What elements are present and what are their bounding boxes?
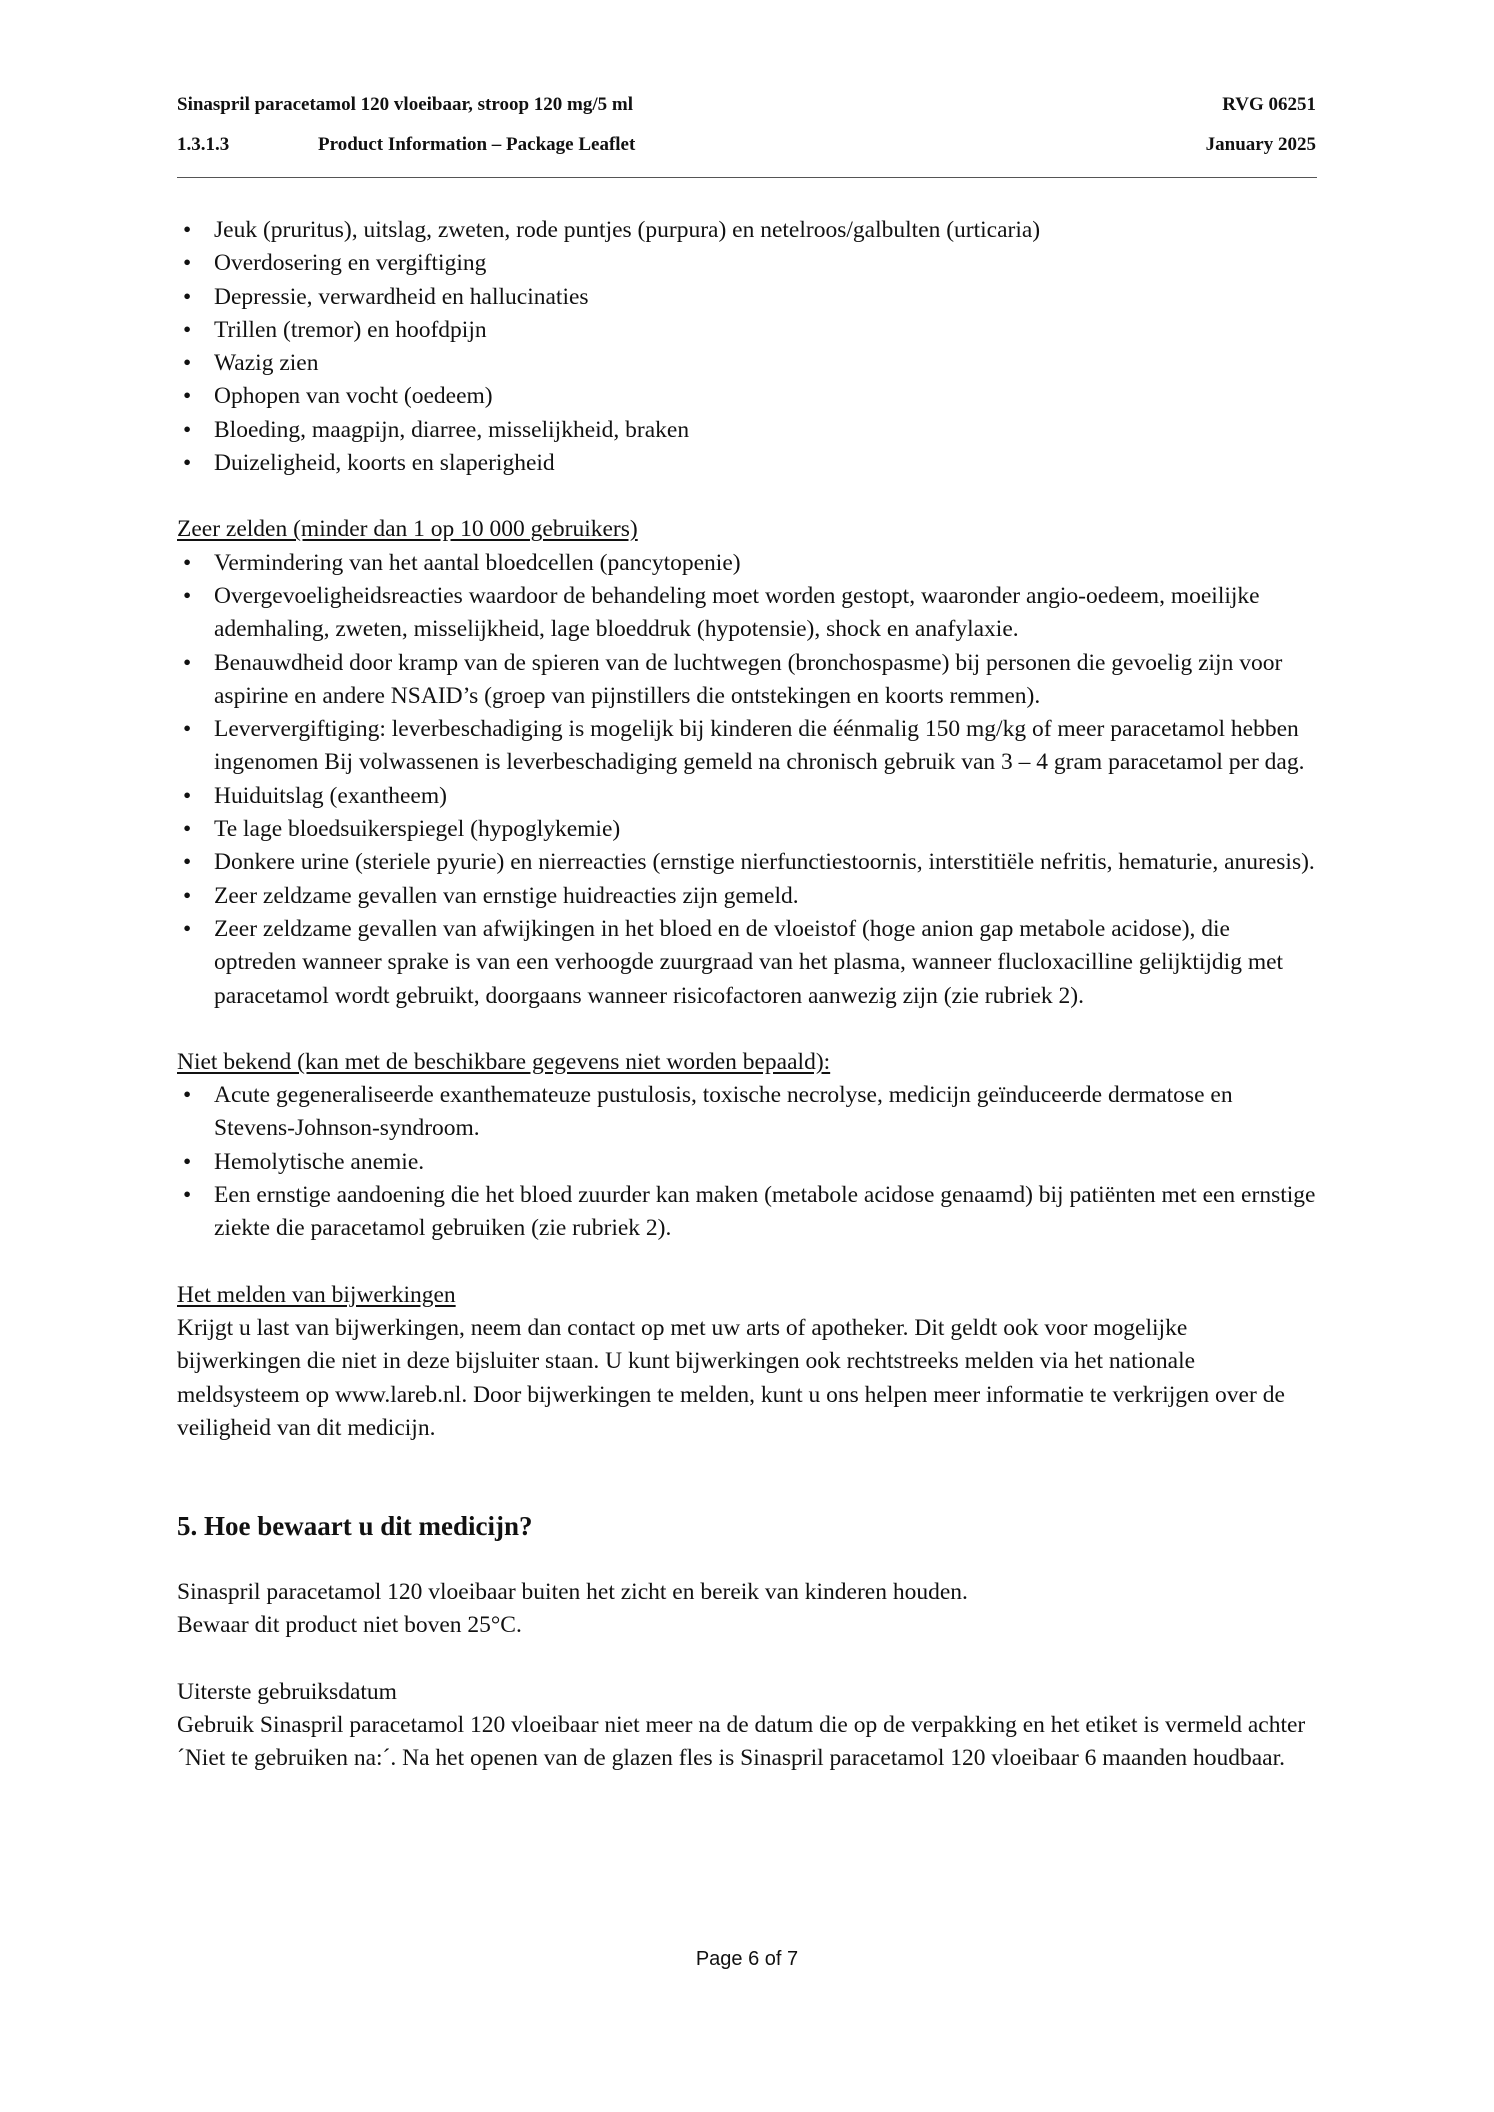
expiry-text: Gebruik Sinaspril paracetamol 120 vloeibaar niet meer na de datum die op de verpakking en het etiket is vermeld achter ´Niet te gebruiken na:´. Na het openen van de glazen fles is Sinaspril paracetamol 120 vloeibaar 6 maanden houdbaar.	[177, 1711, 1306, 1772]
section-title: Product Information – Package Leaflet	[318, 134, 636, 155]
unknown-frequency-heading: Niet bekend (kan met de beschikbare gegevens niet worden bepaald):	[177, 1048, 831, 1075]
bullet-icon: •	[183, 849, 192, 876]
bullet-icon: •	[183, 450, 192, 477]
list-item: • Zeer zeldzame gevallen van ernstige huidreacties zijn gemeld.	[177, 880, 1317, 913]
list-item: • Overgevoeligheidsreacties waardoor de behandeling moet worden gestopt, waaronder angio-oedeem, moeilijke ademhaling, zweten, misselijkheid, lage bloeddruk (hypotensie), shock en anafylaxie.	[177, 580, 1317, 647]
expiry-heading: Uiterste gebruiksdatum	[177, 1678, 397, 1705]
list-item: • Een ernstige aandoening die het bloed zuurder kan maken (metabole acidose genaamd) bij patiënten met een ernstige ziekte die paracetamol gebruiken (zie rubriek 2).	[177, 1179, 1317, 1246]
list-item: • Overdosering en vergiftiging	[177, 247, 1317, 280]
section-5-title: 5. Hoe bewaart u dit medicijn?	[177, 1511, 533, 1542]
list-item: • Huiduitslag (exantheem)	[177, 780, 1317, 813]
very-rare-heading: Zeer zelden (minder dan 1 op 10 000 gebruikers)	[177, 516, 638, 543]
rvg-number: RVG 06251	[1222, 94, 1316, 115]
list-item: • Ophopen van vocht (oedeem)	[177, 380, 1317, 413]
bullet-icon: •	[183, 383, 192, 410]
list-item: • Donkere urine (steriele pyurie) en nierreacties (ernstige nierfunctiestoornis, interstitiële nefritis, hematurie, anuresis).	[177, 846, 1317, 879]
page-number: Page 6 of 7	[695, 1948, 799, 1970]
bullet-icon: •	[183, 1182, 192, 1209]
bullet-icon: •	[183, 283, 192, 310]
reporting-text: Krijgt u last van bijwerkingen, neem dan contact op met uw arts of apotheker. Dit geldt ook voor mogelijke bijwerkingen die niet in deze bijsluiter staan. U kunt bijwerkingen ook rechtstreeks melden via het nationale meldsysteem op www.lareb.nl. Door bijwerkingen te melden, kunt u ons helpen meer informatie te verkrijgen over de veiligheid van dit medicijn.	[177, 1314, 1285, 1441]
list-item: • Wazig zien	[177, 347, 1317, 380]
list-item: • Depressie, verwardheid en hallucinaties	[177, 281, 1317, 314]
bullet-icon: •	[183, 250, 192, 277]
bullet-icon: •	[183, 816, 192, 843]
section-code: 1.3.1.3	[177, 134, 230, 155]
bullet-icon: •	[183, 1082, 192, 1109]
list-item: • Duizeligheid, koorts en slaperigheid	[177, 447, 1317, 480]
product-title: Sinaspril paracetamol 120 vloeibaar, stroop 120 mg/5 ml	[177, 94, 633, 115]
bullet-icon: •	[183, 882, 192, 909]
list-item: • Jeuk (pruritus), uitslag, zweten, rode puntjes (purpura) en netelroos/galbulten (urticaria)	[177, 214, 1317, 247]
list-item: • Bloeding, maagpijn, diarree, misselijkheid, braken	[177, 414, 1317, 447]
storage-line-2: Bewaar dit product niet boven 25°C.	[177, 1612, 522, 1639]
page-content	[177, 214, 1317, 1776]
list-item: • Leververgiftiging: leverbeschadiging is mogelijk bij kinderen die éénmalig 150 mg/kg of meer paracetamol hebben ingenomen Bij volwassenen is leverbeschadiging gemeld na chronisch gebruik van 3 – 4 gram paracetamol per dag.	[177, 713, 1317, 780]
bullet-icon: •	[183, 350, 192, 377]
bullet-icon: •	[183, 782, 192, 809]
list-item: • Acute gegeneraliseerde exanthemateuze pustulosis, toxische necrolyse, medicijn geïnduceerde dermatose en Stevens-Johnson-syndroom.	[177, 1079, 1317, 1146]
bullet-icon: •	[183, 1148, 192, 1175]
list-item: • Zeer zeldzame gevallen van afwijkingen in het bloed en de vloeistof (hoge anion gap metabole acidose), die optreden wanneer sprake is van een verhoogde zuurgraad van het plasma, wanneer flucloxacilline gelijktijdig met paracetamol wordt gebruikt, doorgaans wanneer risicofactoren aanwezig zijn (zie rubriek 2).	[177, 913, 1317, 1013]
unknown-frequency-list	[177, 1079, 1317, 1245]
very-rare-list	[177, 547, 1317, 1013]
side-effects-list	[177, 214, 1317, 480]
bullet-icon: •	[183, 582, 192, 609]
list-item: • Vermindering van het aantal bloedcellen (pancytopenie)	[177, 547, 1317, 580]
bullet-icon: •	[183, 549, 192, 576]
bullet-icon: •	[183, 649, 192, 676]
list-item: • Trillen (tremor) en hoofdpijn	[177, 314, 1317, 347]
bullet-icon: •	[183, 915, 192, 942]
bullet-icon: •	[183, 316, 192, 343]
list-item: • Te lage bloedsuikerspiegel (hypoglykemie)	[177, 813, 1317, 846]
reporting-heading: Het melden van bijwerkingen	[177, 1281, 456, 1308]
list-item: • Benauwdheid door kramp van de spieren van de luchtwegen (bronchospasme) bij personen die gevoelig zijn voor aspirine en andere NSAID’s (groep van pijnstillers die ontstekingen en koorts remmen).	[177, 647, 1317, 714]
bullet-icon: •	[183, 716, 192, 743]
list-item: • Hemolytische anemie.	[177, 1146, 1317, 1179]
bullet-icon: •	[183, 217, 192, 243]
header-date: January 2025	[1205, 134, 1316, 155]
bullet-icon: •	[183, 416, 192, 443]
header-divider	[177, 177, 1317, 178]
storage-line-1: Sinaspril paracetamol 120 vloeibaar buiten het zicht en bereik van kinderen houden.	[177, 1579, 968, 1606]
